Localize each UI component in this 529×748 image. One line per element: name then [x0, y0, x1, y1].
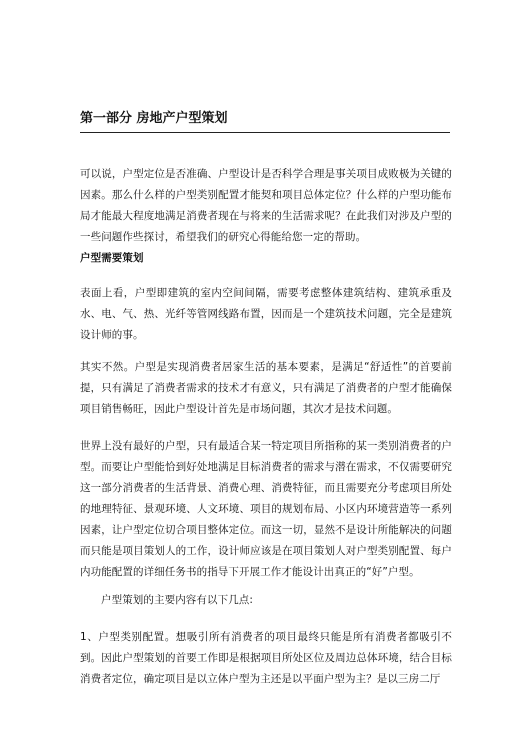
paragraph-point-1: 1、户型类别配置。想吸引所有消费者的项目最终只能是所有消费者都吸引不到。因此户型策划的首要工作即是根据项目所处区位及周边总体环境，结合目标消费者定位，确定项目是以立体户型为主还是以平面户型为主？是以三房二厅 [80, 631, 452, 685]
paragraph-no-best: 世界上没有最好的户型，只有最适合某一特定项目所指称的某一类别消费者的户型。而要让户型能恰到好处地满足目标消费者的需求与潜在需求，不仅需要研究这一部分消费者的生活背景、消费心理、消费特征，而且需要充分考虑项目所处的地理特征、景观环境、人文环境、项目的规划布局、小区内环境营造等一系列因素，让户型定位切合项目整体定位。而这一切，显然不是设计所能解决的问题而只能是项目策划人的工作，设计师应该是在项目策划人对户型类别配置、每户内功能配置的详细任务书的指导下开展工作才能设计出真正的“好”户型。 [80, 440, 452, 578]
paragraph-actually: 其实不然。户型是实现消费者居家生活的基本要素，是满足“舒适性”的首要前提，只有满足了消费者需求的技术才有意义，只有满足了消费者的户型才能确保项目销售畅旺，因此户型设计首先是市场问题，其次才是技术问题。 [80, 361, 452, 415]
intro-block [80, 164, 452, 269]
paragraph-main-content-intro: 户型策划的主要内容有以下几点: [101, 594, 254, 606]
subheading-huxing-planning: 户型需要策划 [80, 252, 144, 264]
section-title: 第一部分 房地产户型策划 [80, 110, 450, 133]
paragraph-intro: 可以说，户型定位是否准确、户型设计是否科学合理是事关项目成败极为关键的因素。那么什么样的户型类别配置才能契和项目总体定位？什么样的户型功能布局才能最大程度地满足消费者现在与将来的生活需求呢？在此我们对涉及户型的一些问题作些探讨，希望我们的研究心得能给您一定的帮助。 [80, 168, 452, 243]
paragraph-surface: 表面上看，户型即建筑的室内空间间隔，需要考虑整体建筑结构、建筑承重及水、电、气、热、光纤等管网线路布置，因而是一个建筑技术问题，完全是建筑设计师的事。 [80, 287, 452, 341]
